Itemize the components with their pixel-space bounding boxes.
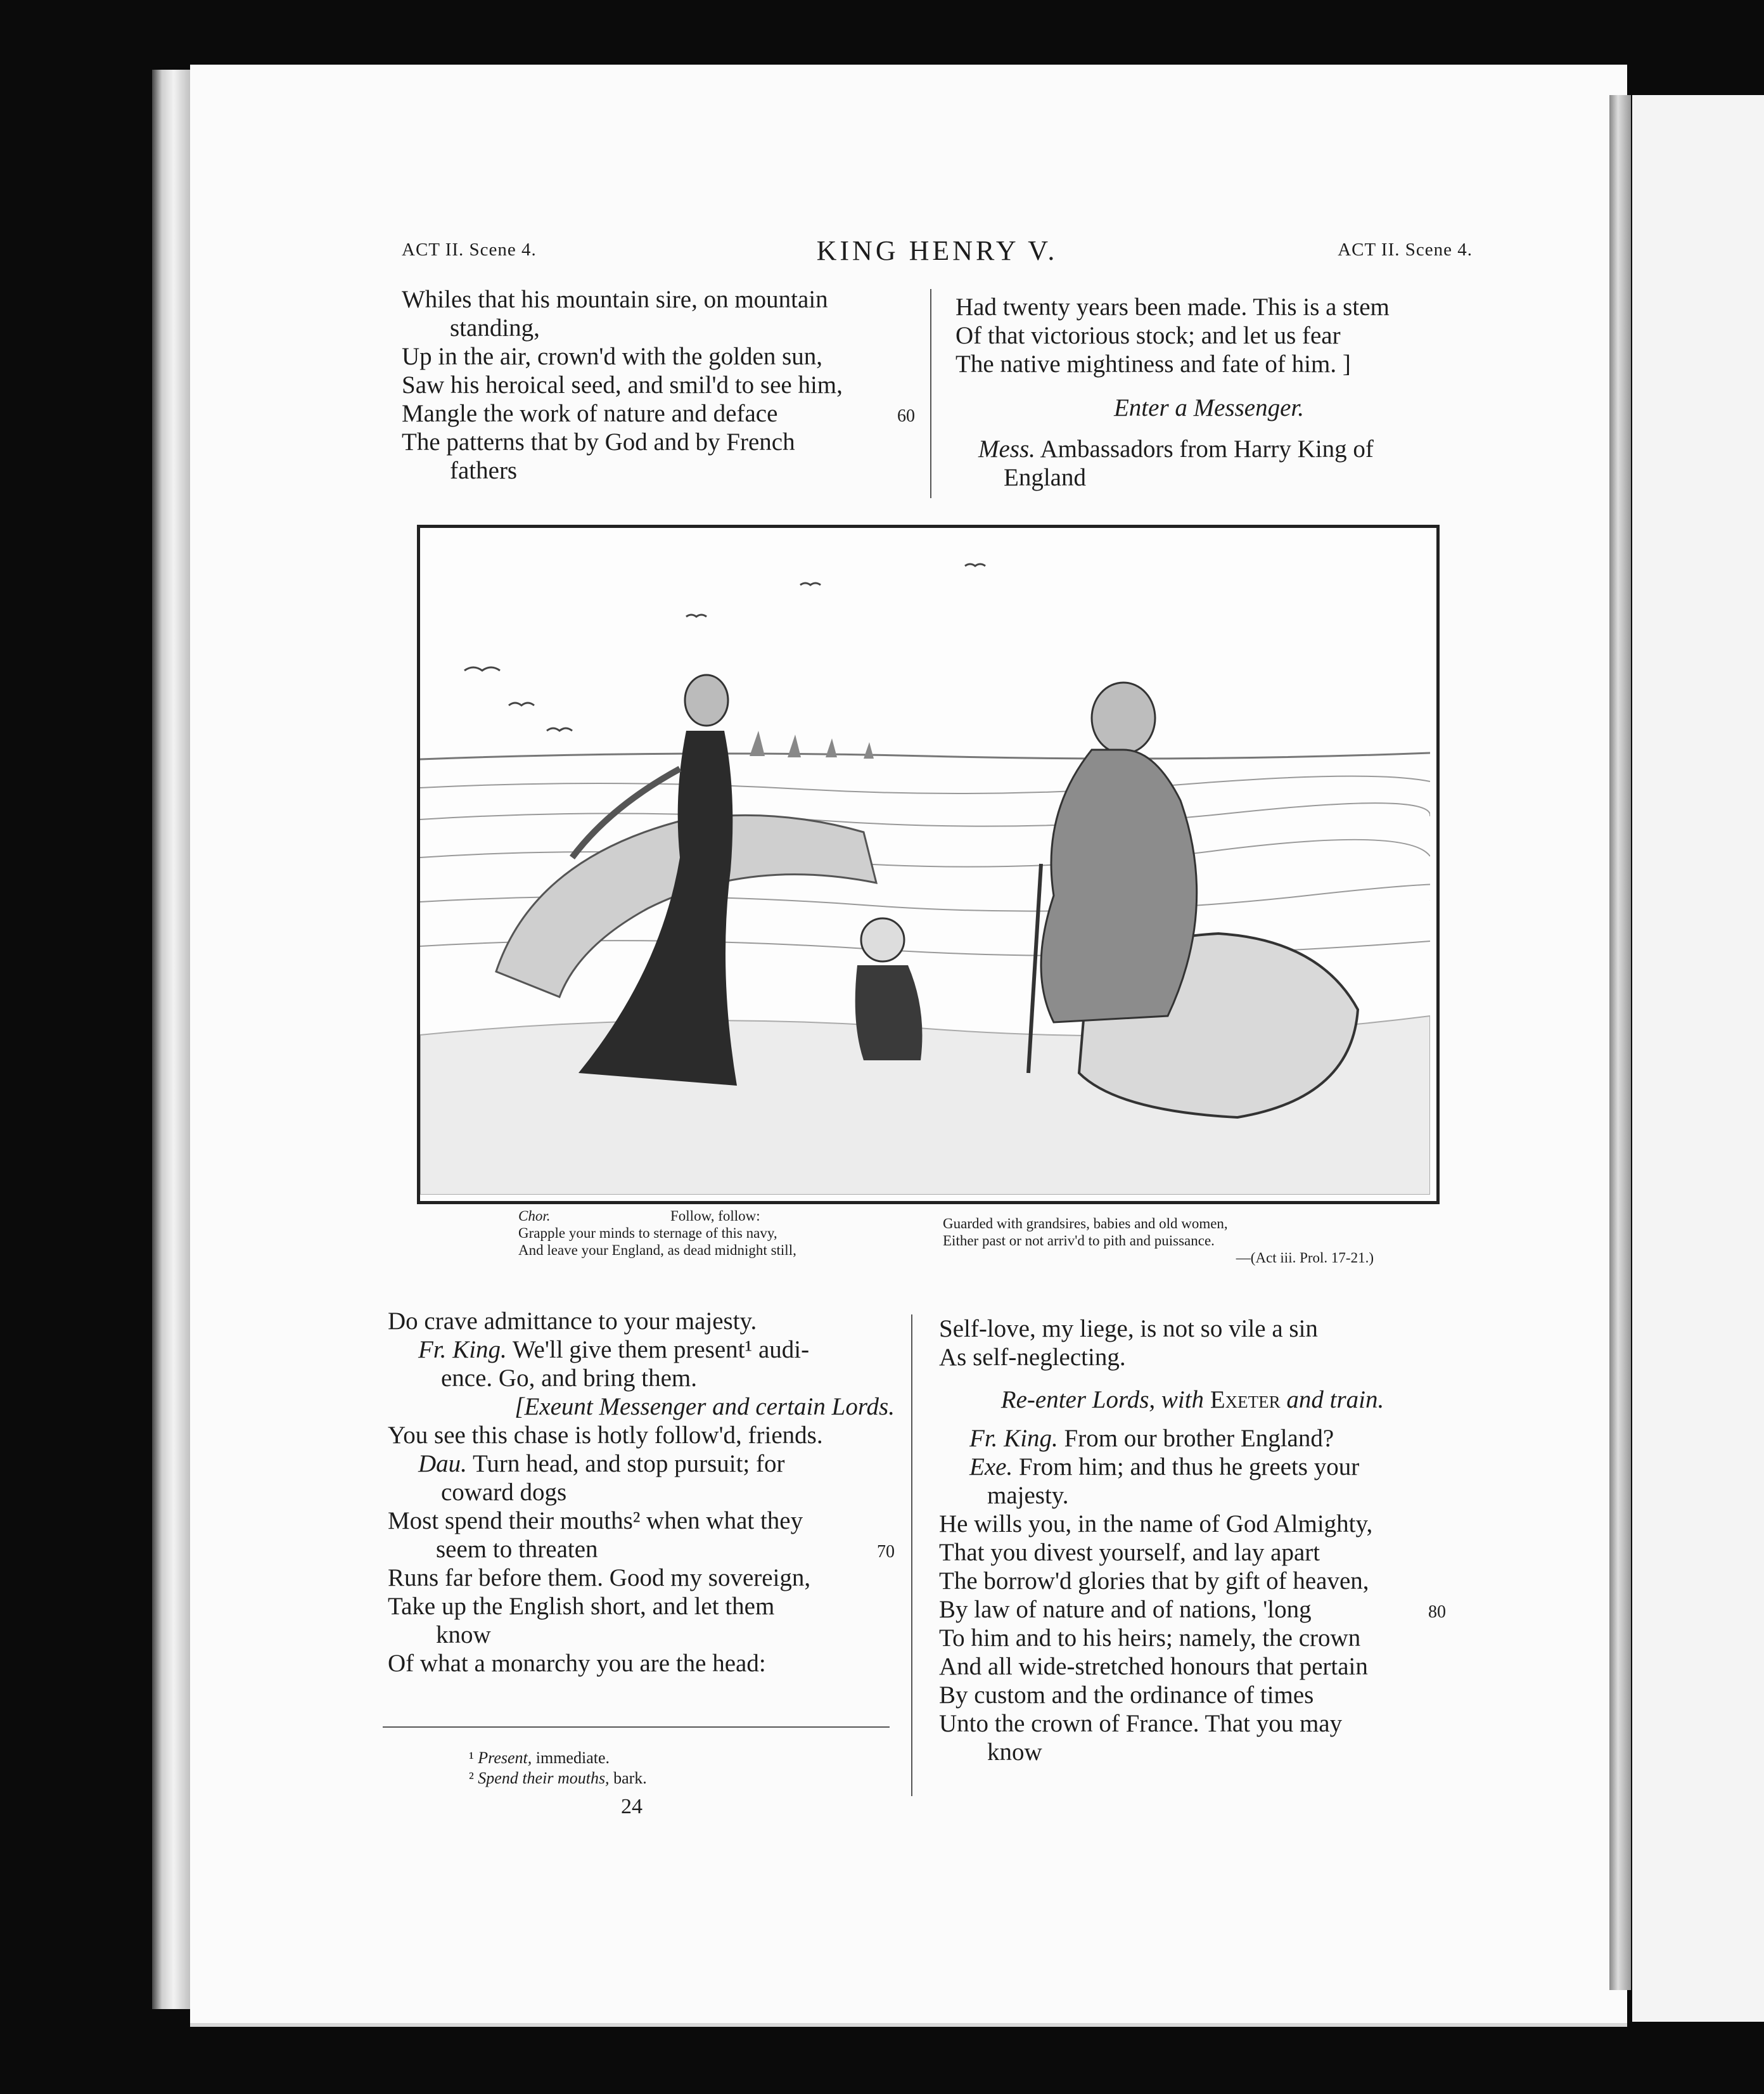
speech-text: Ambassadors from Harry King of (1040, 435, 1374, 463)
verse-line: That you divest yourself, and lay apart (939, 1539, 1320, 1566)
verse-text: By law of nature and of nations, 'long (939, 1596, 1312, 1623)
speech-line (955, 435, 1462, 463)
footnote-term: Present, (478, 1749, 532, 1767)
speech-text: From our brother England? (1064, 1425, 1334, 1452)
verse-line (388, 1535, 895, 1564)
footnote-mark: ² (469, 1769, 474, 1787)
verse-line: know (987, 1738, 1042, 1766)
footnote (469, 1768, 849, 1789)
speech-line (939, 1424, 1446, 1453)
footnote-gloss: bark. (613, 1769, 647, 1787)
verse-column-top-right (955, 293, 1462, 492)
stage-text: Re-enter Lords, with (1000, 1386, 1205, 1413)
verse-line: majesty. (987, 1482, 1069, 1509)
stage-text: and train. (1286, 1386, 1384, 1413)
caption-line: Guarded with grandsires, babies and old women, (943, 1216, 1228, 1231)
verse-line: The patterns that by God and by French (402, 428, 795, 456)
verse-line (939, 1595, 1446, 1624)
verse-line: He wills you, in the name of God Almighty, (939, 1510, 1373, 1538)
page-number: 24 (621, 1795, 642, 1818)
verse-line: The native mightiness and fate of him. ] (955, 350, 1351, 378)
act-scene-right: ACT II. Scene 4. (1338, 240, 1473, 260)
speech-text: Turn head, and stop pursuit; for (472, 1450, 785, 1477)
act-scene-left: ACT II. Scene 4. (402, 240, 537, 260)
illustration (417, 525, 1440, 1204)
verse-line: The borrow'd glories that by gift of heaven, (939, 1567, 1369, 1595)
verse-line: Of what a monarchy you are the head: (388, 1650, 766, 1677)
verse-line: fathers (450, 457, 518, 484)
line-number: 60 (897, 406, 915, 426)
speaker-name: Fr. King. (418, 1336, 507, 1363)
footnote-gloss: immediate. (535, 1749, 610, 1767)
speech-line (388, 1449, 895, 1478)
speech-line (388, 1335, 895, 1364)
caption-left (518, 1207, 911, 1259)
verse-line: standing, (450, 314, 540, 342)
verse-line: By custom and the ordinance of times (939, 1681, 1314, 1709)
caption-line (518, 1207, 911, 1224)
verse-text: Mangle the work of nature and deface (402, 400, 778, 427)
verse-line: Had twenty years been made. This is a stem (955, 293, 1390, 321)
verse-line: Whiles that his mountain sire, on mountain (402, 286, 828, 313)
line-number: 80 (1428, 1602, 1446, 1622)
verse-column-bottom-left (388, 1307, 895, 1678)
line-number: 70 (877, 1542, 895, 1562)
footnote-term: Spend their mouths, (478, 1769, 610, 1787)
verse-line: coward dogs (441, 1479, 567, 1506)
caption-line: Either past or not arriv'd to pith and puissance. (943, 1233, 1215, 1249)
column-rule (930, 289, 931, 498)
verse-line: Do crave admittance to your majesty. (388, 1307, 757, 1335)
footnotes (469, 1748, 849, 1789)
character-name: Exeter (1210, 1386, 1281, 1413)
verse-line (402, 399, 915, 428)
verse-line: As self-neglecting. (939, 1344, 1126, 1371)
column-rule (911, 1314, 912, 1796)
seashore-engraving (420, 528, 1430, 1195)
verse-line: Self-love, my liege, is not so vile a sin (939, 1315, 1318, 1342)
page-edge (1609, 95, 1631, 1990)
speech-text: We'll give them present¹ audi- (512, 1336, 810, 1363)
caption-citation: —(Act iii. Prol. 17-21.) (1236, 1250, 1374, 1266)
verse-text: seem to threaten (436, 1536, 598, 1563)
stage-direction (939, 1385, 1446, 1414)
speaker-name: Fr. King. (969, 1425, 1058, 1452)
verse-line: Saw his heroical seed, and smil'd to see him, (402, 371, 843, 399)
caption-speaker: Chor. (518, 1208, 551, 1224)
verse-column-bottom-right (939, 1314, 1446, 1766)
speech-text: From him; and thus he greets your (1018, 1453, 1360, 1481)
footnote-rule (383, 1726, 890, 1728)
speech-line (939, 1453, 1446, 1481)
verse-line: Up in the air, crown'd with the golden sun, (402, 343, 823, 370)
verse-line: Runs far before them. Good my sovereign, (388, 1564, 811, 1591)
verse-line: To him and to his heirs; namely, the crown (939, 1624, 1361, 1652)
book-spine (152, 70, 191, 2009)
verse-line: know (436, 1621, 491, 1648)
speaker-name: Mess. (978, 435, 1035, 463)
verse-column-top-left (402, 285, 915, 485)
verse-line: ence. Go, and bring them. (441, 1365, 697, 1392)
facing-page (1632, 95, 1764, 2022)
verse-line: Take up the English short, and let them (388, 1593, 775, 1620)
speaker-name: Exe. (969, 1453, 1013, 1481)
speaker-name: Dau. (418, 1450, 467, 1477)
stage-direction: Enter a Messenger. (1113, 394, 1305, 421)
verse-line: Unto the crown of France. That you may (939, 1710, 1343, 1737)
running-head (402, 234, 1473, 273)
caption-text: Follow, follow: (670, 1208, 760, 1224)
verse-line: Most spend their mouths² when what they (388, 1507, 803, 1534)
caption-line: And leave your England, as dead midnight still, (518, 1242, 796, 1258)
caption-right (943, 1215, 1374, 1266)
footnote (469, 1748, 849, 1768)
verse-line: England (1004, 464, 1086, 491)
verse-line: Of that victorious stock; and let us fear (955, 322, 1341, 349)
stage-direction: [Exeunt Messenger and certain Lords. (514, 1393, 895, 1420)
footnote-mark: ¹ (469, 1749, 474, 1767)
verse-line: And all wide-stretched honours that pertain (939, 1653, 1368, 1680)
verse-line: You see this chase is hotly follow'd, friends. (388, 1422, 823, 1449)
caption-line: Grapple your minds to sternage of this navy, (518, 1225, 777, 1241)
play-title: KING HENRY V. (816, 235, 1058, 266)
